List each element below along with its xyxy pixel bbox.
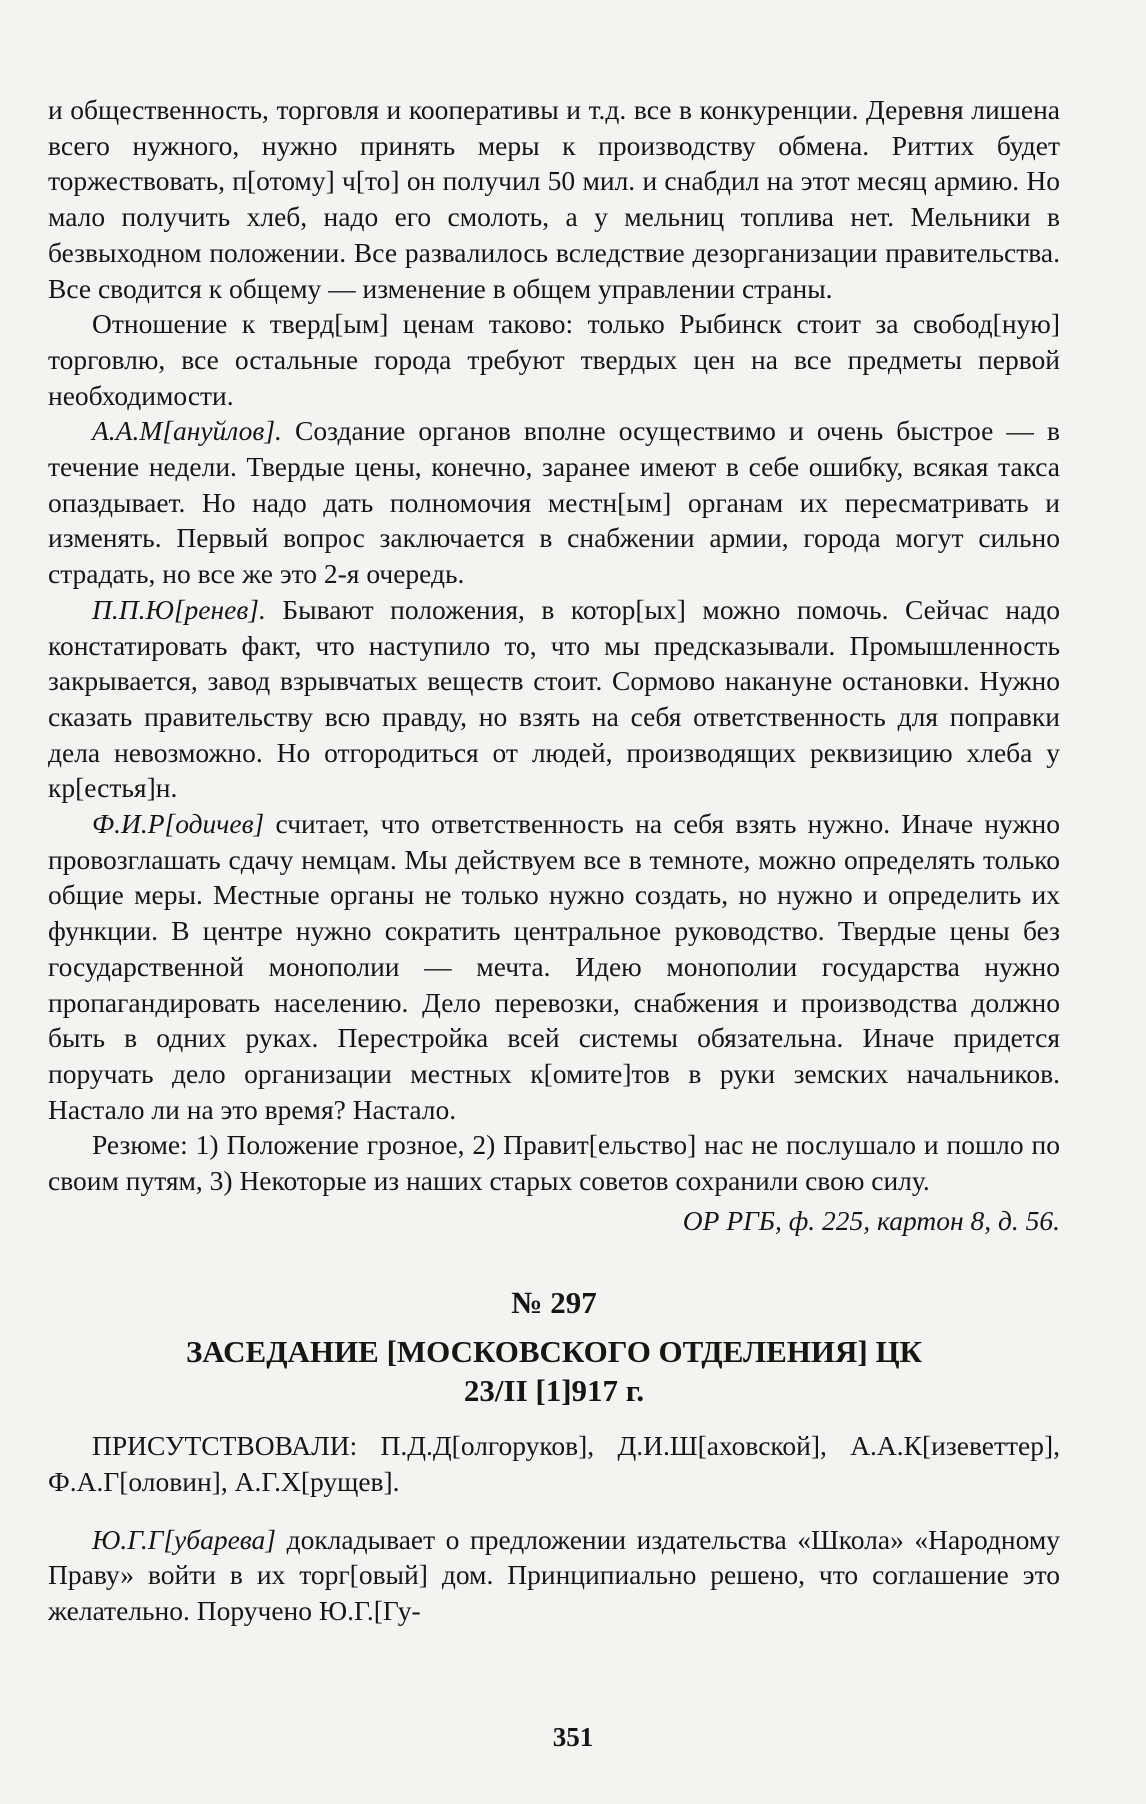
paragraph-text: Бывают положения, в котор[ых] можно помочь. Сейчас надо констатировать факт, что наступило то, что мы предсказывали. Промышленность закрывается, завод взрывчатых веществ стоит. Сормово накануне остановки. Нужно сказать правительству всю правду, но взять на себя ответственность для поправки дела невозможно. Но отгородиться от людей, производящих реквизицию хлеба у кр[естья]н. — [48, 593, 1060, 804]
speaker-name: Ю.Г.Г[убарева] — [92, 1523, 277, 1555]
document-title: ЗАСЕДАНИЕ [МОСКОВСКОГО ОТДЕЛЕНИЯ] ЦК — [185, 1334, 923, 1370]
paragraph-1: и общественность, торговля и кооперативы и т.д. все в конкуренции. Деревня лишена всего нужного, нужно принять меры к производству обмена. Риттих будет торжествовать, п[отому] ч[то] он получил 50 мил. и снабдил на этот месяц армию. Но мало получить хлеб, надо его смолоть, а у мельниц топлива нет. Мельники в безвыходном положении. Все развалилось вследствие дезорганизации правительства. Все сводится к общему — изменение в общем управлении страны. — [48, 94, 1060, 304]
paragraph-text: считает, что ответственность на себя взять нужно. Иначе нужно провозглашать сдачу немцам. Мы действуем все в темноте, можно определять только общие меры. Местные органы не только нужно создать, но нужно и определить их функции. В центре нужно сократить центральное руководство. Твердые цены без государственной монополии — мечта. Идею монополии государства нужно пропагандировать населению. Дело перевозки, снабжения и производства должно быть в одних руках. Перестройка всей системы обязательна. Иначе придется поручать дело организации местных к[омите]тов в руки земских начальников. Настало ли на это время? Настало. — [48, 808, 1060, 1125]
speaker-name: Ф.И.Р[одичев] — [92, 808, 265, 840]
paragraph-7 — [48, 1522, 1060, 1629]
paragraph-5 — [48, 806, 1060, 1127]
paragraph-6: Резюме: 1) Положение грозное, 2) Правит[ельство] нас не послушало и пошло по своим путям, 3) Некоторые из наших старых советов сохранили свою силу. — [48, 1129, 1060, 1197]
paragraph-3 — [48, 413, 1060, 592]
paragraph-text: докладывает о предложении издательства «Школа» «Народному Праву» войти в их торг[овый] дом. Принципиально решено, что соглашение это желательно. Поручено Ю.Г.[Гу- — [48, 1523, 1060, 1627]
archive-source: ОР РГБ, ф. 225, картон 8, д. 56. — [682, 1204, 1060, 1236]
speaker-name: П.П.Ю[ренев]. — [92, 593, 266, 625]
body-text — [48, 92, 1060, 1629]
page-number: 351 — [552, 1722, 594, 1752]
paragraph-4 — [48, 592, 1060, 806]
document-date: 23/II [1]917 г. — [463, 1373, 645, 1409]
document-number: № 297 — [511, 1284, 597, 1320]
paragraph-text: Создание органов вполне осуществимо и очень быстрое — в течение недели. Твердые цены, конечно, заранее имеют в себе ошибку, всякая такса опаздывает. Но надо дать полномочия местн[ым] органам их пересматривать и изменять. Первый вопрос заключается в снабжении армии, города могут сильно страдать, но все же это 2-я очередь. — [48, 415, 1060, 590]
paragraph-2: Отношение к тверд[ым] ценам таково: только Рыбинск стоит за свобод[ную] торговлю, все остальные города требуют твердых цен на все предметы первой необходимости. — [48, 308, 1060, 411]
speaker-name: А.А.М[ануйлов]. — [92, 415, 282, 447]
attendees: ПРИСУТСТВОВАЛИ: П.Д.Д[олгоруков], Д.И.Ш[аховской], А.А.К[изеветтер], Ф.А.Г[оловин], А.Г.Х[рущев]. — [48, 1430, 1060, 1497]
